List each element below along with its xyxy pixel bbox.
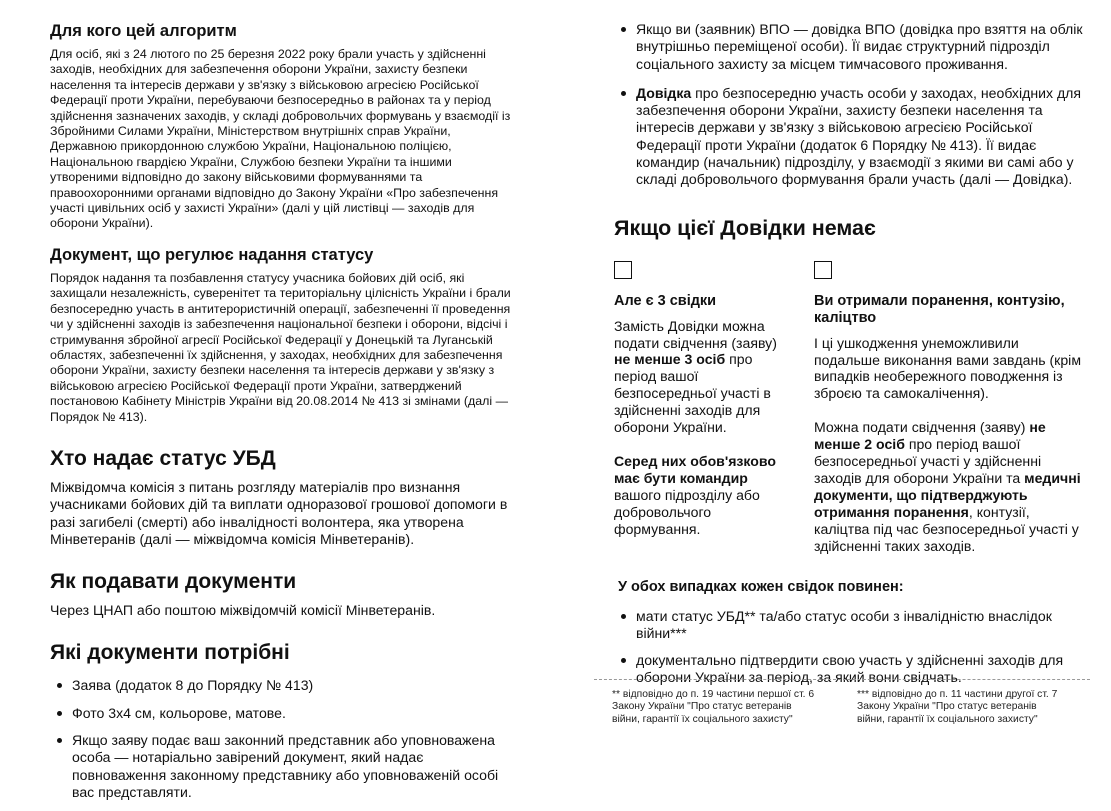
how-submit-heading: Як подавати документи [50, 570, 297, 594]
option-witnesses-title: Але є 3 свідки [614, 292, 717, 309]
checkbox-injury[interactable] [814, 261, 832, 279]
footnote-disability: *** відповідно до п. 11 частини другої ст. 7 Закону України "Про статус ветеранів війни, гарантії їх соціального захисту" [857, 689, 1058, 725]
option-injury-text: І ці ушкодження унеможливили подальше виконання вами завдань (крім випадків необережного поводження із зброєю та самокалічення). [814, 334, 1082, 402]
no-dovidka-heading: Якщо цієї Довідки немає [614, 215, 876, 240]
how-submit-text: Через ЦНАП або поштою міжвідомчій комісії Мінветеранів. [50, 602, 436, 619]
dovidka-bold: Довідка [636, 84, 692, 101]
who-grants-text: Міжвідомча комісія з питань розгляду матеріалів про визнання учасниками бойових дій та виплати одноразової грошової допомоги в разі загибелі (смерті) або інвалідності волонтера, яка утворена Мінветеранів (далі — міжвідомча комісія Мінветеранів). [50, 478, 508, 547]
option-injury-evidence: Можна подати свідчення (заяву) не менше 2 осіб про період вашої безпосередньої участі у здійсненні заходів для оборони України та медичні документи, що підтверджують отримання поранення, контузії, каліцтва під час безпосередньої участі у здійсненні таких заходів. [814, 419, 1081, 554]
required-docs-list [50, 677, 520, 801]
list-item [614, 85, 1092, 189]
regulation-text: Порядок надання та позбавлення статусу учасника бойових дій осіб, які захищали незалежність, суверенітет та територіальну цілісність України і брали безпосередню участь в антитерористичній операції, забезпеченні її проведення чи у здійсненні заходів із забезпечення національної безпеки і оборони, відсічі і стримування збройної агресії Російської Федерації у Донецькій та Луганській областях, забезпеченні їх здійснення, у заходах, необхідних для забезпечення оборони України, захисту безпеки населення та інтересів держави у зв'язку з військовою агресією Російської Федерації проти України, затверджений постановою Кабінету Міністрів України від 20.08.2014 № 413 зі змінами (далі — Порядок № 413). [50, 270, 511, 424]
list-item: Заява (додаток 8 до Порядку № 413) [50, 677, 520, 694]
extra-docs-list [614, 21, 1092, 189]
option-witnesses-commander: Серед них обов'язково має бути командир вашого підрозділу або добровольчого формування. [614, 453, 776, 537]
option-injury [814, 261, 1084, 555]
list-item: мати статус УБД** та/або статус особи з інвалідністю внаслідок війни*** [614, 608, 1092, 643]
option-witnesses-text: Замість Довідки можна подати свідчення (заяву) не менше 3 осіб про період вашої безпосередньої участі в здійсненні заходів для оборони України. [614, 317, 777, 436]
right-column [614, 22, 1092, 697]
options-row [614, 261, 1092, 555]
list-item: документально підтвердити свою участь у здійсненні заходів для оборони України за період, за який вони свідчать. [614, 652, 1092, 687]
option-witnesses [614, 261, 784, 555]
who-grants-heading: Хто надає статус УБД [50, 446, 276, 470]
list-item: Якщо заяву подає ваш законний представник або уповноважена особа — нотаріально завірений документ, який надає повноваження законному представнику або уповноваженій особі вас представляти. [50, 732, 520, 801]
list-item: Фото 3х4 см, кольорове, матове. [50, 705, 520, 722]
witness-requirements-list [614, 608, 1092, 687]
dovidka-text: про безпосередню участь особи у заходах, необхідних для забезпечення оборони України, захисту безпеки населення та інтересів держави у зв'язку з військовою агресією Російської Федерації проти України (додаток 6 Порядку № 413). Її видає командир (начальник) підрозділу, у взаємодії з якими ви самі або у складі добровольчого формування брали участь (далі — Довідка). [636, 84, 1082, 188]
left-column [50, 22, 520, 811]
footnote-ubd: ** відповідно до п. 19 частини першої ст. 6 Закону України "Про статус ветеранів війни, гарантії їх соціального захисту" [612, 689, 815, 725]
option-injury-title: Ви отримали поранення, контузію, каліцтво [814, 292, 1065, 326]
witness-requirements-heading: У обох випадках кожен свідок повинен: [618, 578, 904, 595]
divider [594, 679, 1090, 680]
regulation-heading: Документ, що регулює надання статусу [50, 245, 374, 264]
required-docs-heading: Які документи потрібні [50, 641, 290, 665]
list-item: Якщо ви (заявник) ВПО — довідка ВПО (довідка про взяття на облік внутрішньо переміщеної особи). Її видає структурний підрозділ соціального захисту за місцем тимчасового проживання. [614, 21, 1092, 73]
algorithm-text: Для осіб, які з 24 лютого по 25 березня 2022 року брали участь у здійсненні заходів, необхідних для забезпечення оборони України, захисту безпеки населення та інтересів держави у зв'язку з військовою агресією Російської Федерації проти України, перебуваючи безпосередньо в районах та у період здійснення зазначених заходів, у складі добровольчих формувань у взаємодії із Збройними Силами України, Міністерством внутрішніх справ України, Державною прикордонною службою України, Національною поліцією, Національною гвардією України, Службою безпеки України та іншими утвореними відповідно до закону військовими формуваннями та правоохоронними органами відповідно до Закону України «Про забезпечення участі цивільних осіб у захисті України» (далі у цій листівці — заходів для оборони України). [50, 47, 511, 231]
algorithm-heading: Для кого цей алгоритм [50, 22, 237, 40]
checkbox-witnesses[interactable] [614, 261, 632, 279]
